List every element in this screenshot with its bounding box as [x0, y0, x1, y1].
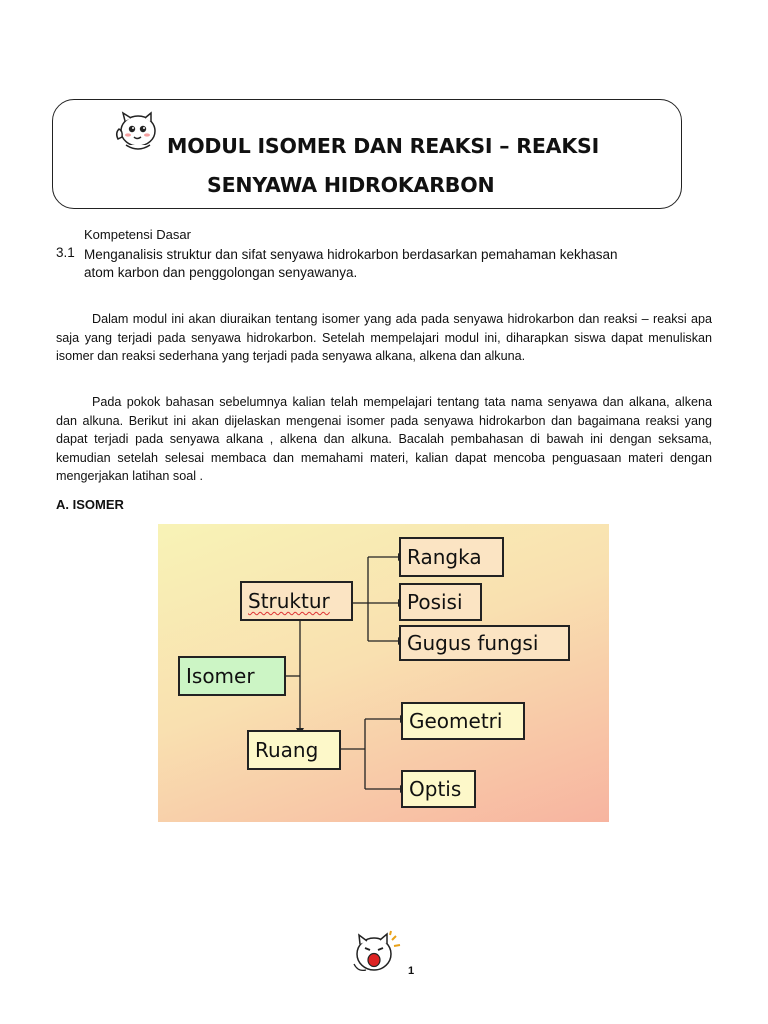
competency-label: Kompetensi Dasar	[84, 227, 191, 242]
page-number: 1	[408, 965, 415, 977]
mascot-waving-icon	[112, 109, 160, 157]
competency-number: 3.1	[56, 245, 75, 260]
diagram-node-posisi: Posisi	[399, 583, 482, 621]
diagram-node-geometri: Geometri	[401, 702, 525, 740]
mascot-shouting-icon	[350, 930, 402, 978]
isomer-diagram	[158, 524, 609, 822]
intro-paragraph: Dalam modul ini akan diuraikan tentang isomer yang ada pada senyawa hidrokarbon dan reaksi – reaksi apa saja yang terjadi pada senyawa hidrokarbon. Setelah mempelajari modul ini, diharapkan siswa dapat menuliskan isomer dan reaksi sederhana yang terjadi pada senyawa alkana, alkena dan alkuna.	[56, 312, 712, 363]
diagram-node-struktur: Struktur	[240, 581, 353, 621]
page-title-line-1: MODUL ISOMER DAN REAKSI – REAKSI	[167, 134, 599, 158]
body-paragraph: Pada pokok bahasan sebelumnya kalian telah mempelajari tentang tata nama senyawa dan alkana, alkena dan alkuna. Berikut ini akan dijelaskan mengenai isomer pada senyawa hidrokarbon dan bagaimana reaksi yang dapat terjadi pada senyawa alkana , alkena dan alkuna. Bacalah pembahasan di bawah ini dengan seksama, kemudian setelah selesai membaca dan memahami materi, kalian dapat mencoba penguasaan materi dengan mengerjakan latihan soal .	[56, 395, 712, 483]
diagram-node-isomer: Isomer	[178, 656, 286, 696]
competency-text-line-2: atom karbon dan penggolongan senyawanya.	[84, 265, 358, 280]
competency-text-line-1: Menganalisis struktur dan sifat senyawa hidrokarbon berdasarkan pemahaman kekhasan	[84, 247, 618, 262]
section-heading: A. ISOMER	[56, 497, 124, 512]
diagram-node-ruang: Ruang	[247, 730, 341, 770]
diagram-node-optis: Optis	[401, 770, 476, 808]
diagram-node-gugus-fungsi: Gugus fungsi	[399, 625, 570, 661]
page-title-line-2: SENYAWA HIDROKARBON	[207, 173, 495, 197]
diagram-node-rangka: Rangka	[399, 537, 504, 577]
